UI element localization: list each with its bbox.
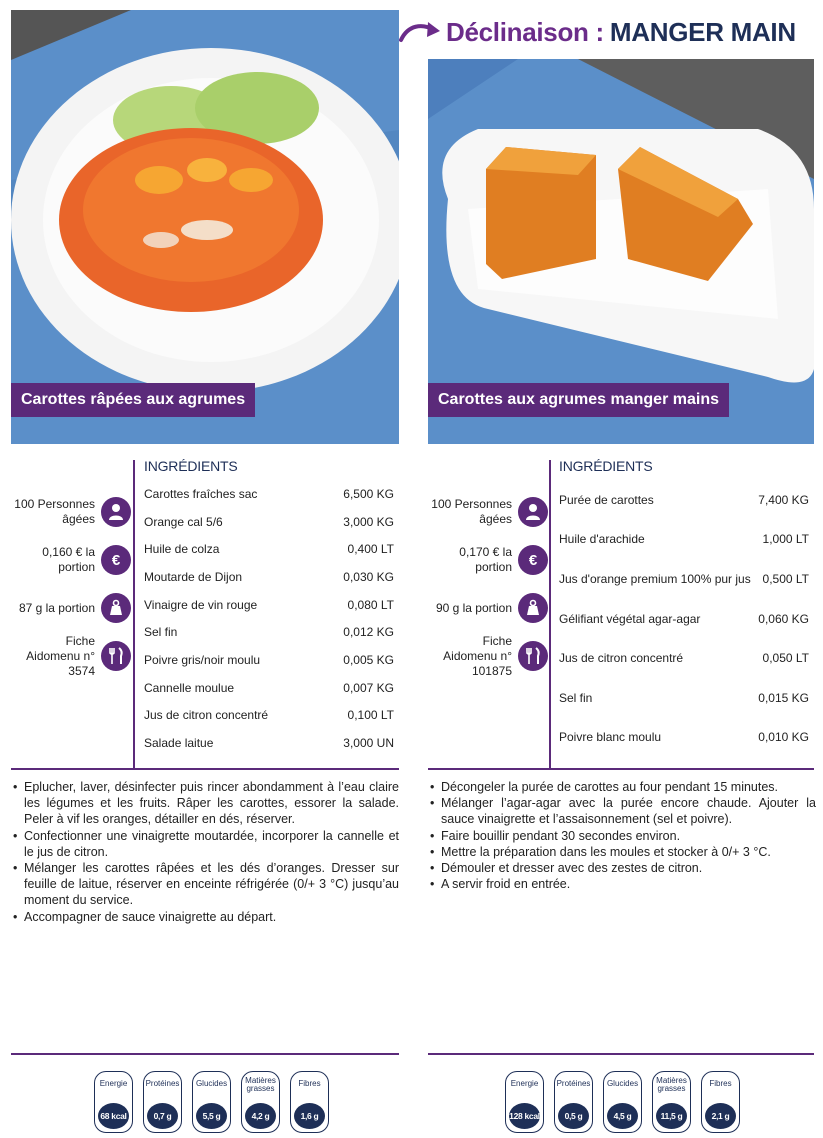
step-item: • Accompagner de sauce vinaigrette au départ. [13,909,399,925]
recipe-left [11,0,399,1138]
ingredient-name: Jus de citron concentré [144,708,269,723]
nutrition-value: 128 kcal [509,1103,540,1129]
ingredient-row [559,559,809,599]
divider-horizontal [428,768,814,770]
stats-right [428,488,548,680]
recipe-title-left: Carottes râpées aux agrumes [11,383,255,417]
ingredient-row [144,674,394,702]
ingredient-row [144,563,394,591]
divider-horizontal [428,1053,814,1055]
divider-horizontal [11,768,399,770]
ingredient-row [144,702,394,730]
step-item: • Confectionner une vinaigrette moutardée, incorporer la cannelle et le jus de citron. [13,828,399,860]
nutrition-label: Glucides [606,1079,639,1088]
stat-text: 90 g la portion [435,600,512,615]
nutrition-value: 0,5 g [558,1103,589,1129]
ingredient-qty: 0,007 KG [343,680,394,695]
stat-text: 0,160 € la portion [42,545,95,574]
stat-text: Fiche Aidomenu n° 101875 [443,633,512,678]
stat-fiche [11,632,131,680]
ingredients-list-right [559,480,809,757]
nutrition-label: Energie [510,1079,539,1088]
ingredient-name: Poivre gris/noir moulu [144,652,261,667]
euro-icon [518,545,548,575]
stat-text: 100 Personnes âgées [431,497,512,526]
ingredient-row [559,718,809,758]
header-prefix: Déclinaison : [446,16,604,47]
ingredient-qty: 0,060 KG [758,611,809,626]
people-icon [518,497,548,527]
nutrition-badge-fiber [701,1071,740,1133]
nutrition-value: 4,2 g [245,1103,276,1129]
ingredient-row [559,678,809,718]
nutrition-value: 4,5 g [607,1103,638,1129]
stat-text: 100 Personnes âgées [14,497,95,526]
ingredient-row [559,480,809,520]
ingredient-name: Poivre blanc moulu [559,730,662,745]
ingredient-qty: 6,500 KG [343,486,394,501]
cutlery-icon [518,641,548,671]
ingredient-qty: 3,000 UN [343,736,394,751]
ingredients-heading: INGRÉDIENTS [559,458,653,474]
nutrition-badge-protein [143,1071,182,1133]
ingredient-row [559,638,809,678]
ingredient-qty: 0,080 LT [347,597,394,612]
stats-left [11,488,131,680]
nutrition-label: Matières grasses [656,1076,687,1093]
ingredient-qty: 0,400 LT [347,542,394,557]
stat-cost [11,536,131,584]
ingredient-name: Cannelle moulue [144,680,235,695]
ingredient-name: Huile d'arachide [559,532,645,547]
recipe-photo-left [11,10,399,444]
recipe-title-right: Carottes aux agrumes manger mains [428,383,729,417]
ingredient-name: Orange cal 5/6 [144,514,223,529]
nutrition-badge-fat [652,1071,691,1133]
ingredient-row [144,729,394,757]
ingredient-name: Huile de colza [144,542,220,557]
ingredient-row [559,599,809,639]
ingredient-name: Vinaigre de vin rouge [144,597,258,612]
nutrition-badge-carbs [603,1071,642,1133]
stat-servings [11,488,131,536]
ingredient-row [559,520,809,560]
ingredient-qty: 1,000 LT [762,532,809,547]
ingredient-qty: 0,500 LT [762,571,809,586]
ingredient-row [144,508,394,536]
nutrition-badge-fiber [290,1071,329,1133]
ingredient-qty: 0,012 KG [343,625,394,640]
ingredient-row [144,535,394,563]
cutlery-icon [101,641,131,671]
nutrition-label: Energie [99,1079,128,1088]
recipe-right [428,0,814,1138]
nutrition-label: Protéines [556,1079,591,1088]
nutrition-badge-fat [241,1071,280,1133]
svg-text:€: € [111,552,121,569]
nutrition-value: 1,6 g [294,1103,325,1129]
ingredient-qty: 0,100 LT [347,708,394,723]
nutrition-label: Matières grasses [245,1076,276,1093]
divider-vertical [549,460,551,768]
euro-icon [101,545,131,575]
steps-right [430,779,816,892]
ingredient-name: Sel fin [144,625,178,640]
ingredients-heading: INGRÉDIENTS [144,458,238,474]
steps-left [13,779,399,925]
nutrition-badge-carbs [192,1071,231,1133]
nutrition-value: 5,5 g [196,1103,227,1129]
ingredients-list-left [144,480,394,757]
ingredient-row [144,646,394,674]
nutrition-left [94,1071,329,1133]
people-icon [101,497,131,527]
nutrition-label: Protéines [145,1079,180,1088]
ingredient-name: Jus de citron concentré [559,651,684,666]
ingredient-qty: 0,005 KG [343,652,394,667]
ingredient-name: Carottes fraîches sac [144,486,258,501]
stat-fiche [428,632,548,680]
stat-portion [11,584,131,632]
step-item: • Eplucher, laver, désinfecter puis rincer abondamment à l’eau claire les légumes et les fruits. Râper les carottes, essorer la salade. Peler à vif les oranges, détailler en dés, réserver. [13,779,399,828]
ingredient-name: Purée de carottes [559,492,654,507]
step-item: • Décongeler la purée de carottes au four pendant 15 minutes. [430,779,816,795]
divider-horizontal [11,1053,399,1055]
nutrition-badge-energy [94,1071,133,1133]
header-title: MANGER MAIN [609,16,796,47]
ingredient-qty: 0,050 LT [762,651,809,666]
ingredient-name: Sel fin [559,690,593,705]
nutrition-badge-protein [554,1071,593,1133]
ingredient-qty: 0,030 KG [343,569,394,584]
nutrition-value: 68 kcal [98,1103,129,1129]
nutrition-value: 2,1 g [705,1103,736,1129]
ingredient-name: Jus d'orange premium 100% pur jus [559,571,751,586]
ingredient-row [144,618,394,646]
weight-icon [518,593,548,623]
nutrition-right [505,1071,740,1133]
nutrition-badge-energy [505,1071,544,1133]
stat-text: Fiche Aidomenu n° 3574 [26,633,95,678]
step-item: • Faire bouillir pendant 30 secondes environ. [430,828,816,844]
stat-cost [428,536,548,584]
nutrition-label: Fibres [709,1079,732,1088]
ingredient-name: Gélifiant végétal agar-agar [559,611,701,626]
nutrition-label: Fibres [298,1079,321,1088]
ingredient-qty: 0,015 KG [758,690,809,705]
ingredient-row [144,480,394,508]
ingredient-qty: 7,400 KG [758,492,809,507]
ingredient-qty: 0,010 KG [758,730,809,745]
svg-text:€: € [528,552,538,569]
ingredient-name: Moutarde de Dijon [144,569,243,584]
ingredient-row [144,591,394,619]
stat-portion [428,584,548,632]
ingredient-name: Salade laitue [144,736,214,751]
step-item: • A servir froid en entrée. [430,876,816,892]
stat-servings [428,488,548,536]
weight-icon [101,593,131,623]
nutrition-value: 11,5 g [656,1103,687,1129]
nutrition-value: 0,7 g [147,1103,178,1129]
divider-vertical [133,460,135,768]
step-item: • Démouler et dresser avec des zestes de citron. [430,860,816,876]
step-item: • Mélanger l’agar-agar avec la purée encore chaude. Ajouter la sauce vinaigrette et l’assaisonnement (sel et poivre). [430,795,816,827]
stat-text: 0,170 € la portion [459,545,512,574]
nutrition-label: Glucides [195,1079,228,1088]
step-item: • Mettre la préparation dans les moules et stocker à 0/+ 3 °C. [430,844,816,860]
stat-text: 87 g la portion [18,600,95,615]
ingredient-qty: 3,000 KG [343,514,394,529]
step-item: • Mélanger les carottes râpées et les dés d’oranges. Dresser sur feuille de laitue, réserver en enceinte réfrigérée (0/+ 3 °C) jusqu’au moment du service. [13,860,399,909]
